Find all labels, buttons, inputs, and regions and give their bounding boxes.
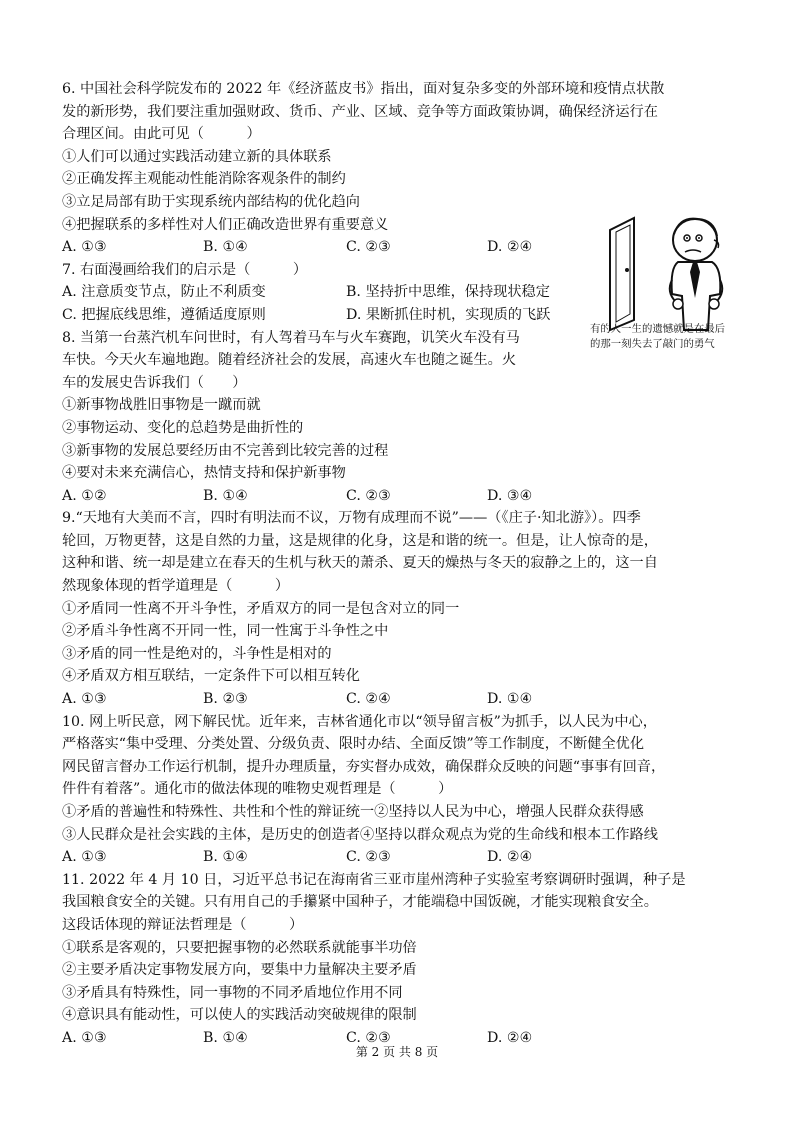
statement-2: ②矛盾斗争性离不开同一性，同一性寓于斗争性之中 xyxy=(62,623,389,640)
option-c[interactable]: C. ②③ xyxy=(346,1029,391,1046)
question-11 xyxy=(62,869,742,1050)
statement-4: ④矛盾双方相互联结，一定条件下可以相互转化 xyxy=(62,668,360,685)
statement-3: ③立足局部有助于实现系统内部结构的优化趋向 xyxy=(62,193,360,210)
option-a[interactable]: A. ①② xyxy=(62,487,107,504)
question-9 xyxy=(62,507,742,710)
statement-4: ④要对未来充满信心，热情支持和保护新事物 xyxy=(62,465,346,482)
caption-line: 有的人一生的遗憾就是在最后 xyxy=(590,323,726,335)
statement-4: ④意识具有能动性，可以使人的实践活动突破规律的限制 xyxy=(62,1007,417,1024)
cartoon-caption xyxy=(590,322,780,352)
option-d[interactable]: D. ②④ xyxy=(487,849,533,866)
question-text: 8. 当第一台蒸汽机车问世时，有人驾着马车与火车赛跑，讥笑火车没有马 xyxy=(62,329,520,346)
statement-3: ③矛盾具有特殊性，同一事物的不同矛盾地位作用不同 xyxy=(62,984,403,1001)
option-a[interactable]: A. ①③ xyxy=(62,849,107,866)
statement-2: ②正确发挥主观能动性能消除客观条件的制约 xyxy=(62,171,346,188)
statement-2: ②主要矛盾决定事物发展方向，要集中力量解决主要矛盾 xyxy=(62,962,417,979)
option-b[interactable]: B. ①④ xyxy=(203,849,248,866)
statement-3: ③新事物的发展总要经历由不完善到比较完善的过程 xyxy=(62,442,389,459)
question-text: 轮回，万物更替，这是自然的力量，这是规律的化身，这是和谐的统一。但是，让人惊奇的是， xyxy=(62,532,658,549)
option-c[interactable]: C. 把握底线思维，遵循适度原则 xyxy=(62,306,266,323)
option-a[interactable]: A. ①③ xyxy=(62,239,107,256)
question-text: 严格落实“集中受理、分类处置、分级负责、限时办结、全面反馈”等工作制度，不断健全优化 xyxy=(62,736,645,753)
option-c[interactable]: C. ②③ xyxy=(346,849,391,866)
question-text: 这段话体现的辩证法哲理是（ ） xyxy=(62,916,304,933)
statements-1-2: ①矛盾的普遍性和特殊性、共性和个性的辩证统一②坚持以人民为中心，增强人民群众获得感 xyxy=(62,804,644,820)
statement-2: ②事物运动、变化的总趋势是曲折性的 xyxy=(62,419,304,436)
statement-1: ①人们可以通过实践活动建立新的具体联系 xyxy=(62,148,332,165)
option-d[interactable]: D. ②④ xyxy=(487,239,533,256)
question-10 xyxy=(62,711,742,869)
option-b[interactable]: B. ①④ xyxy=(203,1029,248,1046)
option-c[interactable]: C. ②③ xyxy=(346,239,391,256)
answer-options xyxy=(62,846,742,869)
statement-1: ①联系是客观的，只要把握事物的必然联系就能事半功倍 xyxy=(62,939,417,956)
question-text: 然现象体现的哲学道理是（ ） xyxy=(62,578,290,595)
answer-options xyxy=(62,688,742,711)
question-text: 车的发展史告诉我们（ ） xyxy=(62,374,247,391)
statement-1: ①矛盾同一性离不开斗争性，矛盾双方的同一是包含对立的同一 xyxy=(62,600,460,617)
statement-1: ①新事物战胜旧事物是一蹴而就 xyxy=(62,397,261,414)
option-b[interactable]: B. ①④ xyxy=(203,487,248,504)
page-number: 第 2 页 共 8 页 xyxy=(355,1045,439,1059)
option-d[interactable]: D. ①④ xyxy=(487,691,533,708)
question-text: 网民留言督办工作运行机制，提升办理质量，夯实督办成效，确保群众反映的问题“事事有回音， xyxy=(62,758,666,775)
option-a[interactable]: A. ①③ xyxy=(62,691,107,708)
question-text: 10. 网上听民意，网下解民忧。近年来，吉林省通化市以“领导留言板”为抓手，以人民为中心， xyxy=(62,713,657,730)
question-text: 车快。今天火车遍地跑。随着经济社会的发展，高速火车也随之诞生。火 xyxy=(62,352,517,369)
statement-3: ③矛盾的同一性是绝对的，斗争性是相对的 xyxy=(62,645,332,662)
question-text: 这种和谐、统一却是建立在春天的生机与秋天的萧杀、夏天的燥热与冬天的寂静之上的，这一自 xyxy=(62,555,658,572)
option-b[interactable]: B. 坚持折中思维，保持现状稳定 xyxy=(346,284,550,301)
caption-line: 的那一刻失去了敲门的勇气 xyxy=(590,338,715,350)
question-text: 9.“天地有大美而不言，四时有明法而不议，万物有成理而不说”——（《庄子·知北游》）。四季 xyxy=(62,510,641,527)
statements-3-4: ③人民群众是社会实践的主体，是历史的创造者④坚持以群众观点为党的生命线和根本工作路线 xyxy=(62,826,658,843)
option-a[interactable]: A. 注意质变节点，防止不利质变 xyxy=(62,284,266,301)
option-d[interactable]: D. 果断抓住时机，实现质的飞跃 xyxy=(346,306,551,323)
option-d[interactable]: D. ②④ xyxy=(487,1029,533,1046)
answer-options xyxy=(62,485,742,508)
question-text: 合理区间。由此可见（ ） xyxy=(62,126,261,143)
question-text: 发的新形势，我们要注重加强财政、货币、产业、区域、竞争等方面政策协调，确保经济运行在 xyxy=(62,103,658,120)
option-a[interactable]: A. ①③ xyxy=(62,1029,107,1046)
option-c[interactable]: C. ②③ xyxy=(346,487,391,504)
option-b[interactable]: B. ②③ xyxy=(203,691,248,708)
option-b[interactable]: B. ①④ xyxy=(203,239,248,256)
question-text: 7. 右面漫画给我们的启示是（ ） xyxy=(62,261,308,278)
question-text: 11. 2022 年 4 月 10 日，习近平总书记在海南省三亚市崖州湾种子实验室考察调研时强调，种子是 xyxy=(62,871,686,888)
question-text: 件件有着落”。通化市的做法体现的唯物史观哲理是（ ） xyxy=(62,781,453,798)
option-d[interactable]: D. ③④ xyxy=(487,487,533,504)
option-c[interactable]: C. ②④ xyxy=(346,691,391,708)
question-text: 我国粮食安全的关键。只有用自己的手攥紧中国种子，才能端稳中国饭碗，才能实现粮食安全。 xyxy=(62,894,658,911)
statement-4: ④把握联系的多样性对人们正确改造世界有重要意义 xyxy=(62,216,389,233)
question-text: 6. 中国社会科学院发布的 2022 年《经济蓝皮书》指出，面对复杂多变的外部环境和疫情点状散 xyxy=(62,81,665,97)
